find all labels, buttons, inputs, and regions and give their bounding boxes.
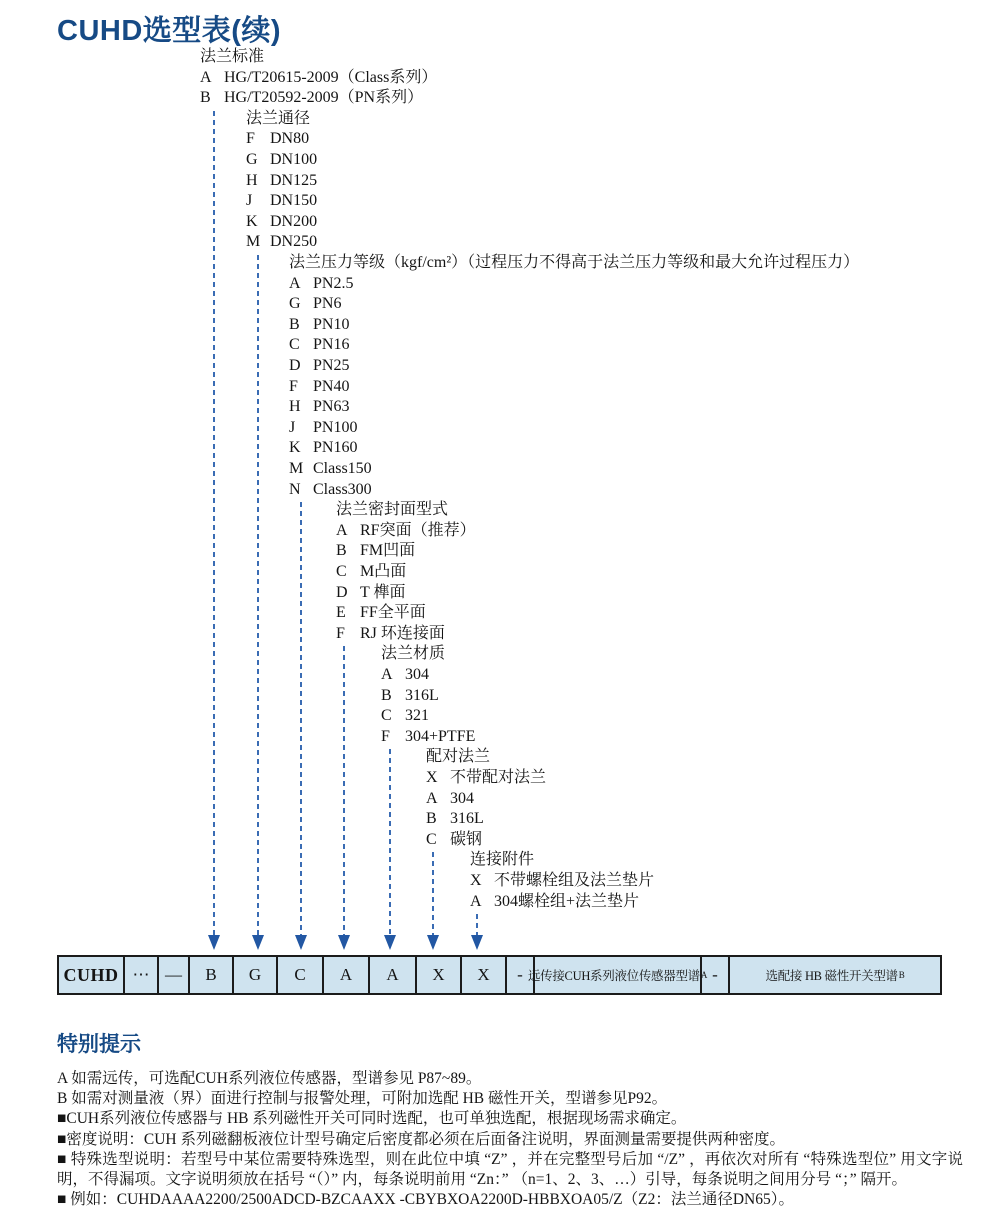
- dashed-connector-line: [213, 111, 215, 935]
- option-code: B: [289, 315, 300, 333]
- option-label: RF突面（推荐）: [360, 521, 476, 539]
- option-code: M: [289, 460, 304, 477]
- option-row: [336, 541, 415, 561]
- cell-text: B: [205, 965, 217, 984]
- option-code: H: [289, 398, 301, 416]
- option-row: [426, 830, 482, 850]
- option-code: A: [470, 892, 482, 910]
- option-row: [381, 686, 439, 706]
- option-row: [381, 727, 475, 747]
- option-label: 316L: [450, 810, 484, 828]
- option-row: [289, 480, 372, 500]
- group-header: 法兰密封面型式: [336, 501, 449, 519]
- option-row: [336, 583, 406, 603]
- option-row: [381, 706, 429, 726]
- arrow-down-icon: [471, 935, 483, 950]
- cell-text: X: [432, 965, 445, 984]
- arrow-down-icon: [252, 935, 264, 950]
- group-header: 法兰压力等级（kgf/cm²）（过程压力不得高于法兰压力等级和最大允许过程压力）: [289, 254, 860, 271]
- model-table-cell: 远传接CUH系列液位传感器型谱 A: [535, 957, 702, 993]
- option-label: 碳钢: [450, 830, 483, 848]
- option-row: [246, 150, 317, 170]
- option-code: N: [289, 480, 301, 498]
- dashed-connector-line: [257, 255, 259, 935]
- option-label: Class300: [313, 480, 372, 498]
- model-table-cell: [159, 957, 190, 993]
- option-row: [246, 212, 317, 232]
- dashed-connector-line: [389, 749, 391, 935]
- cell-text: G: [248, 965, 262, 984]
- note-line: B 如需对测量液（界）面进行控制与报警处理，可附加选配 HB 磁性开关，型谱参见P92。: [57, 1090, 668, 1108]
- option-code: C: [381, 707, 392, 725]
- model-table-cell: [462, 957, 507, 993]
- option-label: FM凹面: [360, 542, 416, 560]
- option-label: FF全平面: [360, 604, 426, 622]
- note-line: A 如需远传，可选配CUH系列液位传感器，型谱参见 P87~89。: [57, 1070, 482, 1087]
- option-label: DN125: [270, 171, 318, 189]
- option-code: H: [246, 171, 258, 189]
- option-row: [289, 335, 349, 355]
- option-row: [289, 315, 349, 335]
- group-header: 法兰通径: [246, 109, 311, 127]
- option-code: M: [246, 233, 261, 251]
- option-label: DN200: [270, 212, 318, 230]
- option-code: A: [289, 274, 301, 292]
- option-label: T 榫面: [360, 583, 406, 601]
- option-code: F: [336, 624, 345, 642]
- group-header: 配对法兰: [426, 748, 491, 766]
- arrow-down-icon: [295, 935, 307, 950]
- option-label: DN80: [270, 130, 310, 148]
- option-row: [336, 624, 445, 644]
- option-label: DN250: [270, 233, 318, 251]
- page-title: CUHD选型表(续): [57, 15, 282, 47]
- option-code: F: [289, 377, 298, 395]
- option-label: PN25: [313, 357, 350, 374]
- model-table-cell: [278, 957, 324, 993]
- option-row: [289, 356, 349, 376]
- option-code: F: [246, 130, 255, 148]
- option-label: PN16: [313, 336, 350, 354]
- option-code: C: [336, 563, 347, 580]
- option-code: A: [336, 521, 348, 539]
- model-table-cell: [702, 957, 730, 993]
- option-row: [246, 191, 317, 211]
- option-row: [289, 274, 353, 294]
- option-code: B: [381, 686, 392, 704]
- note-line: ■ 特殊选型说明：若型号中某位需要特殊选型，则在此位中填 “Z” ，并在完整型号后加 “/Z” ，再依次对所有 “特殊选型位” 用文字说明，不得漏项。文字说明须放在括号 “（）” 内，每条说明前用 “Zn：” （n=1、2、3、…）引导，每条说明之间用分号 “；” 隔开。: [57, 1150, 963, 1189]
- option-code: J: [289, 418, 296, 436]
- option-code: A: [200, 68, 212, 86]
- option-label: PN40: [313, 377, 350, 395]
- arrow-down-icon: [338, 935, 350, 950]
- option-row: [246, 129, 309, 149]
- option-code: X: [426, 769, 438, 786]
- option-row: [200, 68, 437, 88]
- cell-text: CUHD: [63, 964, 119, 985]
- option-row: [381, 665, 429, 685]
- cell-text: A: [386, 965, 399, 984]
- model-table-cell: 选配接 HB 磁性开关型谱 B: [730, 957, 940, 993]
- dashed-connector-line: [476, 914, 478, 935]
- option-code: J: [246, 192, 253, 210]
- option-label: HG/T20615-2009（Class系列）: [224, 68, 438, 86]
- cell-text: 远传接CUH系列液位传感器型谱: [527, 969, 700, 983]
- cell-text: C: [294, 965, 306, 984]
- model-table-cell: [125, 957, 159, 993]
- option-label: M凸面: [360, 563, 407, 580]
- option-code: B: [426, 810, 437, 828]
- option-row: [246, 232, 317, 252]
- option-code: K: [289, 439, 301, 457]
- model-code-table: [57, 955, 942, 995]
- option-label: PN6: [313, 295, 342, 313]
- option-code: G: [246, 151, 258, 168]
- option-label: PN10: [313, 315, 350, 333]
- option-code: A: [426, 789, 438, 807]
- option-code: A: [381, 666, 393, 683]
- option-row: [289, 294, 341, 314]
- option-code: E: [336, 604, 346, 622]
- option-row: [470, 892, 639, 912]
- cell-text: X: [477, 965, 490, 984]
- cell-text: 选配接 HB 磁性开关型谱: [765, 969, 898, 983]
- option-label: PN63: [313, 398, 350, 416]
- option-row: [426, 809, 484, 829]
- option-code: B: [336, 542, 347, 560]
- option-label: HG/T20592-2009（PN系列）: [224, 89, 424, 107]
- option-code: B: [200, 89, 211, 107]
- group-header: 法兰标准: [200, 48, 265, 65]
- option-label: DN150: [270, 192, 318, 210]
- option-label: 316L: [405, 686, 439, 704]
- model-table-cell: [324, 957, 370, 993]
- note-line: ■ 例如：CUHDAAAA2200/2500ADCD-BZCAAXX -CBYBXOA2200D-HBBXOA05/Z（Z2：法兰通径DN65）。: [57, 1191, 795, 1209]
- note-line: ■密度说明：CUH 系列磁翻板液位计型号确定后密度都必须在后面备注说明，界面测量需要提供两种密度。: [57, 1130, 785, 1148]
- model-table-cell: [59, 957, 125, 993]
- option-row: [246, 171, 317, 191]
- arrow-down-icon: [208, 935, 220, 950]
- note-lines: [57, 1069, 963, 1210]
- option-row: [426, 789, 474, 809]
- model-table-cell: [190, 957, 234, 993]
- option-label: 304螺栓组+法兰垫片: [494, 892, 640, 910]
- option-code: C: [426, 830, 437, 848]
- option-row: [336, 562, 406, 582]
- option-code: D: [336, 583, 348, 601]
- option-code: D: [289, 357, 301, 374]
- option-label: 不带螺栓组及法兰垫片: [494, 872, 655, 889]
- cell-text: —: [165, 965, 182, 984]
- option-label: RJ 环连接面: [360, 624, 445, 642]
- option-label: DN100: [270, 151, 318, 168]
- option-row: [426, 768, 546, 788]
- option-row: [289, 397, 349, 417]
- cell-text: -: [517, 965, 523, 984]
- option-code: G: [289, 295, 301, 313]
- group-header: 连接附件: [470, 851, 535, 869]
- cell-text: A: [339, 965, 353, 984]
- option-label: 304: [450, 789, 474, 807]
- option-row: [336, 603, 426, 623]
- option-label: 304: [405, 666, 429, 683]
- arrow-down-icon: [384, 935, 396, 950]
- dashed-connector-line: [432, 852, 434, 935]
- option-label: PN100: [313, 418, 358, 436]
- special-notes-section: [57, 1028, 963, 1210]
- arrow-down-icon: [427, 935, 439, 950]
- note-line: ■CUH系列液位传感器与 HB 系列磁性开关可同时选配，也可单独选配，根据现场需求确定。: [57, 1110, 687, 1128]
- model-table-cell: [417, 957, 462, 993]
- option-row: [289, 459, 372, 479]
- option-label: Class150: [313, 460, 372, 477]
- cell-text: -: [712, 965, 718, 984]
- option-label: 321: [405, 707, 429, 725]
- option-row: [289, 377, 349, 397]
- notes-title: 特别提示: [57, 1033, 141, 1056]
- option-row: [336, 521, 476, 541]
- option-code: C: [289, 336, 300, 354]
- option-code: X: [470, 872, 482, 889]
- option-label: PN160: [313, 439, 358, 457]
- option-row: [289, 418, 357, 438]
- option-code: F: [381, 727, 390, 745]
- option-code: K: [246, 212, 258, 230]
- option-row: [289, 438, 357, 458]
- option-label: 不带配对法兰: [450, 769, 547, 786]
- model-table-cell: [234, 957, 278, 993]
- option-label: PN2.5: [313, 274, 354, 292]
- option-label: 304+PTFE: [405, 727, 476, 745]
- cell-text: ⋯: [132, 965, 150, 984]
- option-row: [200, 88, 423, 108]
- option-row: [470, 871, 654, 891]
- dashed-connector-line: [300, 502, 302, 935]
- dashed-connector-line: [343, 646, 345, 935]
- group-header: 法兰材质: [381, 645, 446, 663]
- model-table-cell: [370, 957, 417, 993]
